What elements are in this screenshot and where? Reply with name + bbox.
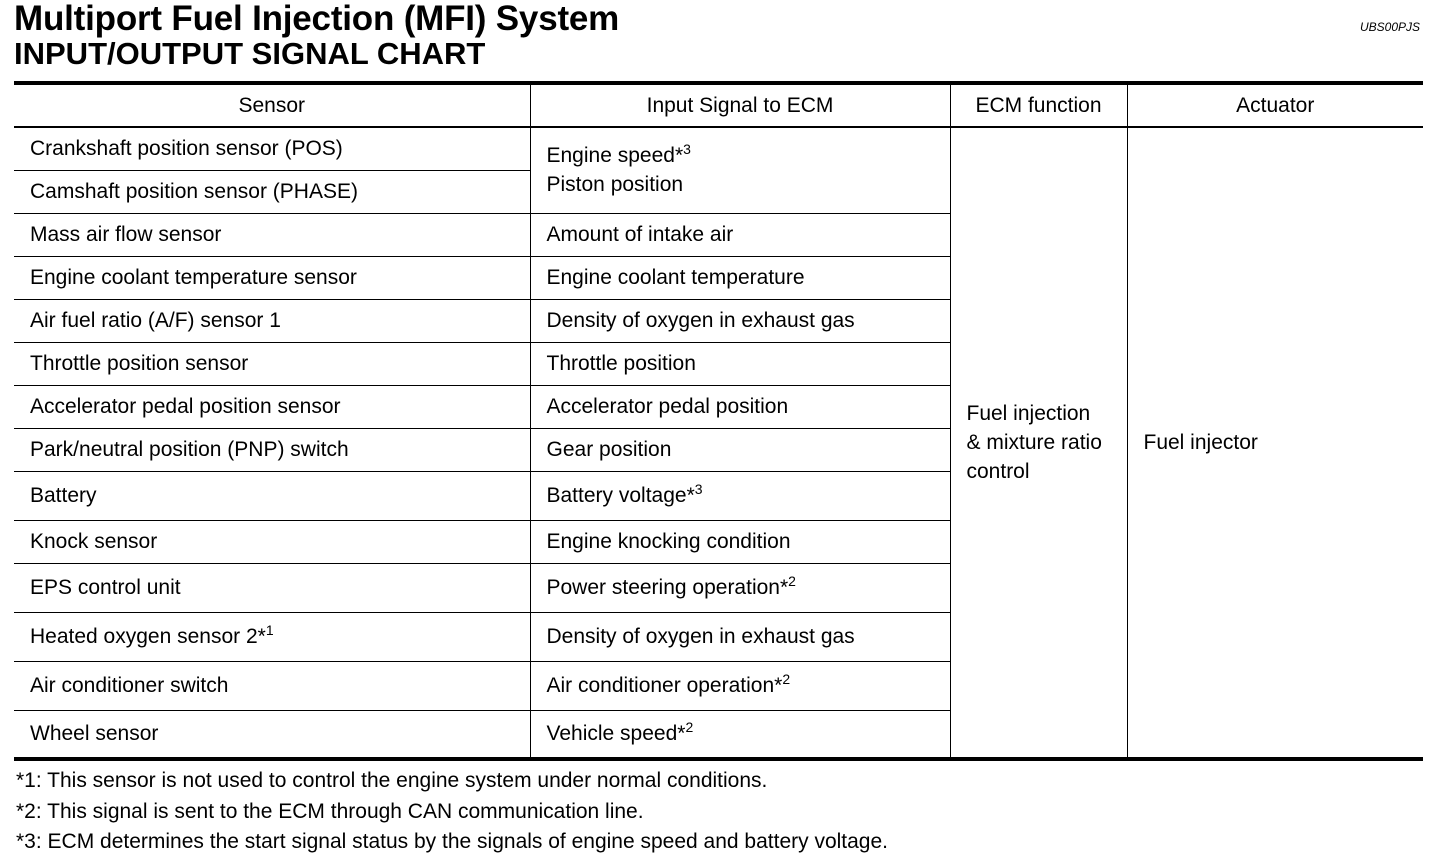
page-title: Multiport Fuel Injection (MFI) System (14, 0, 620, 38)
sensor-cell: Battery (14, 471, 530, 520)
footnotes (16, 766, 888, 858)
column-header-actuator: Actuator (1127, 83, 1423, 127)
table-row (14, 127, 1423, 170)
sensor-cell: EPS control unit (14, 563, 530, 612)
signal-cell: Power steering operation*$^2$ (530, 563, 950, 612)
signal-cell: Vehicle speed*$^2$ (530, 710, 950, 759)
signal-cell: Amount of intake air (530, 213, 950, 256)
sensor-cell: Throttle position sensor (14, 342, 530, 385)
signal-cell: Engine knocking condition (530, 520, 950, 563)
signal-cell: Gear position (530, 428, 950, 471)
sensor-cell: Engine coolant temperature sensor (14, 256, 530, 299)
signal-cell: Throttle position (530, 342, 950, 385)
footnote-1: *1: This sensor is not used to control the engine system under normal conditions. (16, 769, 768, 792)
signal-cell: Engine coolant temperature (530, 256, 950, 299)
sensor-cell: Crankshaft position sensor (POS) (30, 136, 343, 160)
sensor-cell: Air fuel ratio (A/F) sensor 1 (14, 299, 530, 342)
sensor-cell: Wheel sensor (14, 710, 530, 759)
table-header-row (14, 83, 1423, 127)
ecm-function-cell: Fuel injection & mixture ratio control (950, 127, 1127, 759)
sensor-cell: Accelerator pedal position sensor (14, 385, 530, 428)
column-header-sensor: Sensor (14, 83, 530, 127)
signal-cell: Accelerator pedal position (530, 385, 950, 428)
signal-cell: Battery voltage*$^3$ (530, 471, 950, 520)
signal-cell: Density of oxygen in exhaust gas (530, 612, 950, 661)
footnote-2: *2: This signal is sent to the ECM through CAN communication line. (16, 799, 644, 823)
column-header-ecm-function: ECM function (950, 83, 1127, 127)
signal-chart-table (14, 81, 1423, 761)
column-header-input-signal: Input Signal to ECM (530, 83, 950, 127)
sensor-cell: Park/neutral position (PNP) switch (14, 428, 530, 471)
signal-cell: Air conditioner operation*$^2$ (530, 661, 950, 710)
page-subtitle: INPUT/OUTPUT SIGNAL CHART (14, 36, 486, 71)
sensor-cell: Camshaft position sensor (PHASE) (14, 170, 530, 213)
signal-cell: Density of oxygen in exhaust gas (530, 299, 950, 342)
sensor-cell: Knock sensor (14, 520, 530, 563)
actuator-cell: Fuel injector (1127, 127, 1423, 759)
reference-code: UBS00PJS (1359, 20, 1420, 34)
signal-cell: Engine speed*$^3$ Piston position (530, 127, 950, 213)
sensor-cell: Air conditioner switch (14, 661, 530, 710)
sensor-cell: Mass air flow sensor (14, 213, 530, 256)
footnote-3: *3: ECM determines the start signal status by the signals of engine speed and battery voltage. (16, 830, 889, 853)
sensor-cell: Heated oxygen sensor 2*$^1$ (14, 612, 530, 661)
